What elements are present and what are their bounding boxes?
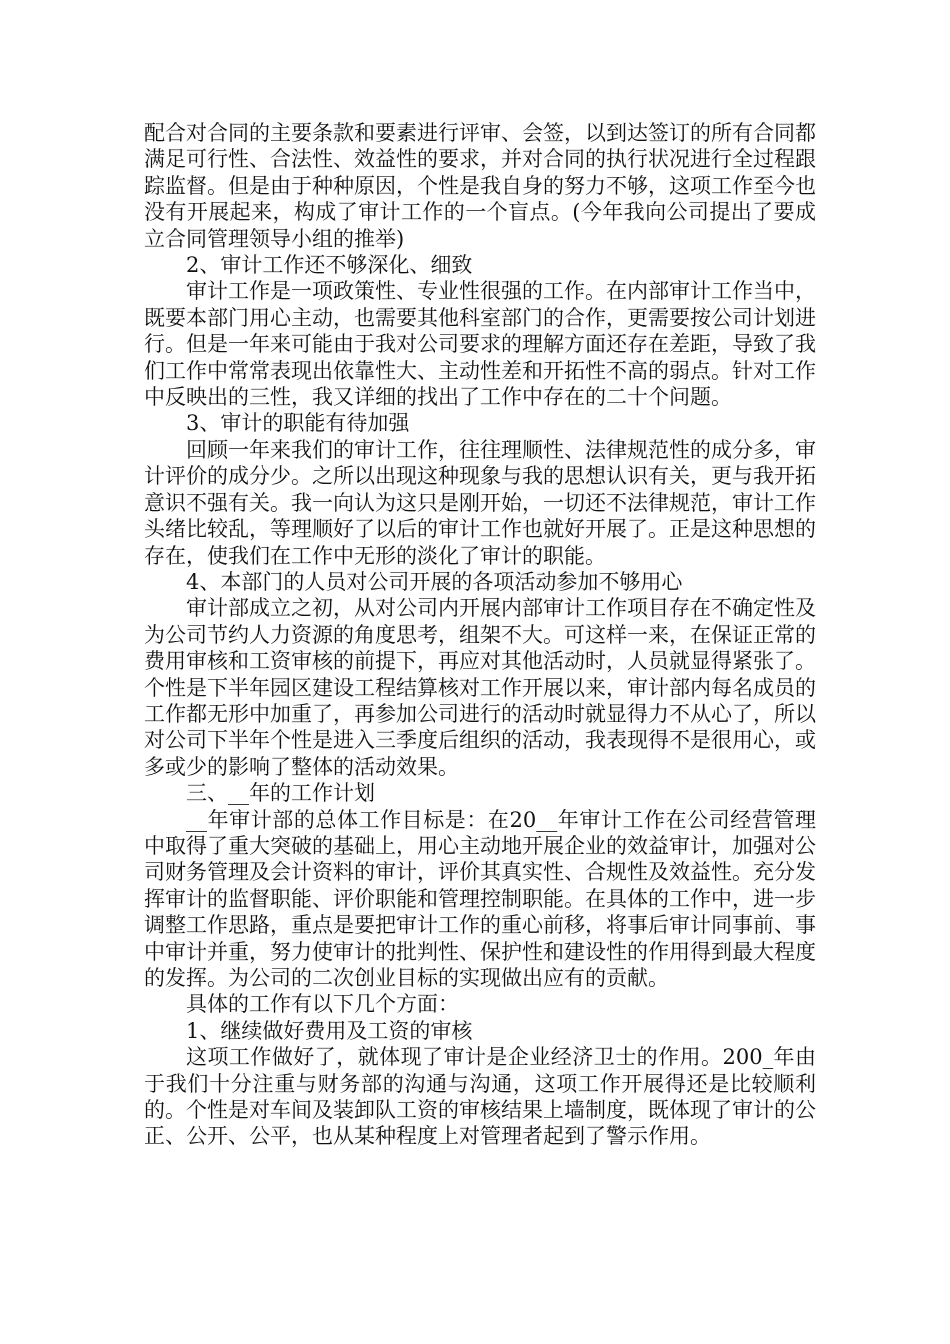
paragraph-audit-depth: 审计工作是一项政策性、专业性很强的工作。在内部审计工作当中，既要本部门用心主动，也需要其他科室部门的合作，更需要按公司计划进行。但是一年来可能由于我对公司要求的理解方面还存在差距，导致了我们工作中常常表现出依靠性大、主动性差和开拓性不高的弱点。针对工作中反映出的三性，我又详细的找出了工作中存在的二十个问题。 (144, 279, 816, 410)
heading-staff-participation: 4、本部门的人员对公司开展的各项活动参加不够用心 (186, 569, 683, 594)
paragraph-audit-function: 回顾一年来我们的审计工作，往往理顺性、法律规范性的成分多，审计评价的成分少。之所以出现这种现象与我的思想认识有关，更与我开拓意识不强有关。我一向认为这只是刚开始，一切还不法律规范，审计工作头绪比较乱，等理顺好了以后的审计工作也就好开展了。正是这种思想的存在，使我们在工作中无形的淡化了审计的职能。 (144, 437, 816, 568)
paragraph-work-plan: __年审计部的总体工作目标是：在20__年审计工作在公司经营管理中取得了重大突破的基础上，用心主动地开展企业的效益审计，加强对公司财务管理及会计资料的审计，评价其真实性、合规性及效益性。充分发挥审计的监督职能、评价职能和管理控制职能。在具体的工作中，进一步调整工作思路，重点是要把审计工作的重心前移，将事后审计同事前、事中审计并重，努力使审计的批判性、保护性和建设性的作用得到最大程度的发挥。为公司的二次创业目标的实现做出应有的贡献。 (144, 807, 816, 990)
paragraph-expense-review: 这项工作做好了，就体现了审计是企业经济卫士的作用。200_年由于我们十分注重与财务部的沟通与沟通，这项工作开展得还是比较顺利的。个性是对车间及装卸队工资的审核结果上墙制度，既体现了审计的公正、公开、公平，也从某种程度上对管理者起到了警示作用。 (144, 1045, 816, 1149)
document-body (144, 120, 816, 1150)
paragraph-contract-review: 配合对合同的主要条款和要素进行评审、会签，以到达签订的所有合同都满足可行性、合法性、效益性的要求，并对合同的执行状况进行全过程跟踪监督。但是由于种种原因，个性是我自身的努力不够，这项工作至今也没有开展起来，构成了审计工作的一个盲点。(今年我向公司提出了要成立合同管理领导小组的推举) (144, 121, 816, 251)
heading-audit-depth: 2、审计工作还不够深化、细致 (186, 253, 473, 278)
heading-work-plan: 三、__年的工作计划 (186, 781, 375, 806)
heading-expense-review: 1、继续做好费用及工资的审核 (186, 1018, 473, 1043)
paragraph-staff-participation: 审计部成立之初，从对公司内开展内部审计工作项目存在不确定性及为公司节约人力资源的角度思考，组架不大。可这样一来，在保证正常的费用审核和工资审核的前提下，再应对其他活动时，人员就显得紧张了。个性是下半年园区建设工程结算核对工作开展以来，审计部内每名成员的工作都无形中加重了，再参加公司进行的活动时就显得力不从心了，所以对公司下半年个性是进入三季度后组织的活动，我表现得不是很用心，或多或少的影响了整体的活动效果。 (144, 596, 816, 779)
heading-specific-tasks: 具体的工作有以下几个方面： (186, 992, 459, 1017)
heading-audit-function: 3、审计的职能有待加强 (186, 411, 410, 436)
